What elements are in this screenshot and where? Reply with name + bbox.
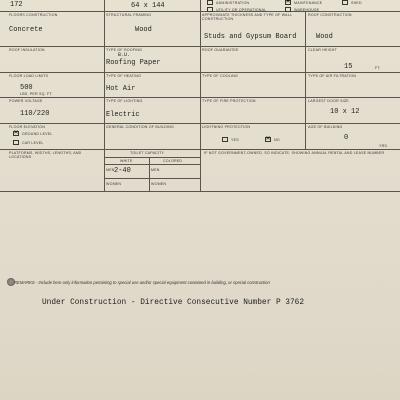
- lightning-yes-label: YES: [231, 138, 239, 142]
- type-of-roofing-label: TYPE OF ROOFING: [106, 48, 143, 52]
- platforms-label: PLATFORMS, WIDTHS, LENGTHS, AND LOCATIONS: [9, 151, 82, 159]
- toilet-table-divider: [149, 157, 150, 192]
- floors-construction-value: Concrete: [9, 26, 43, 34]
- floor-load-value: 500: [20, 84, 33, 92]
- power-voltage-label: POWER VOLTAGE: [9, 99, 43, 103]
- men-colored-label: MEN: [151, 168, 160, 172]
- structural-framing-value: Wood: [135, 26, 152, 34]
- toilet-capacity-label: TOILET CAPACITY: [130, 151, 165, 155]
- roof-insulation-label: ROOF INSULATION: [9, 48, 45, 52]
- women-colored-label: WOMEN: [151, 182, 167, 186]
- type-of-roofing-value-1: B.U.: [118, 52, 131, 58]
- floors-construction-label: FLOORS CONSTRUCTION: [9, 13, 58, 17]
- heating-value: Hot Air: [106, 85, 136, 93]
- use-maintenance-label: MAINTENANCE: [294, 1, 323, 5]
- fire-protection-label: TYPE OF FIRE PROTECTION: [202, 99, 256, 103]
- use-shed-checkbox[interactable]: [342, 0, 348, 5]
- ground-level-label: GROUND LEVEL: [22, 132, 53, 136]
- men-white-value: 2-40: [114, 167, 131, 175]
- govt-owned-label: IF NOT GOVERNMENT-OWNED, SO INDICATE, SHOWING ANNUAL RENTAL AND LEASE NUMBER: [204, 151, 385, 155]
- structural-framing-cell: [105, 12, 201, 47]
- floor-load-label: FLOOR LOAD LIMITS: [9, 74, 49, 78]
- power-voltage-value: 110/220: [20, 110, 50, 118]
- women-label: WOMEN: [106, 182, 122, 186]
- roof-guarantee-label: ROOF GUARANTEE: [202, 48, 239, 52]
- car-level-checkbox[interactable]: [13, 140, 19, 145]
- use-shed-label: SHED: [351, 1, 362, 5]
- door-size-value: 10 x 12: [330, 108, 360, 116]
- wall-construction-label: APPROXIMATE THICKNESS AND TYPE OF WALL CONSTRUCTION: [202, 13, 293, 21]
- lightning-protection-label: LIGHTNING PROTECTION: [202, 125, 251, 129]
- lightning-no-label: NO: [274, 138, 280, 142]
- lighting-value: Electric: [106, 111, 140, 119]
- use-administration-checkbox[interactable]: [207, 0, 213, 5]
- floor-elevation-label: FLOOR ELEVATION: [9, 125, 46, 129]
- clear-height-label: CLEAR HEIGHT: [308, 48, 337, 52]
- men-label: MEN: [106, 168, 115, 172]
- use-utility-label: UTILITY OR OPERATIONAL: [216, 8, 267, 12]
- type-of-roofing-value-2: Roofing Paper: [106, 59, 161, 67]
- age-value: 0: [344, 134, 349, 142]
- roof-construction-label: ROOF CONSTRUCTION: [308, 13, 352, 17]
- general-condition-label: GENERAL CONDITION OF BUILDING: [106, 125, 174, 129]
- govt-owned-cell: [201, 150, 400, 192]
- use-maintenance-checkbox[interactable]: [285, 0, 291, 5]
- lighting-label: TYPE OF LIGHTING: [106, 99, 143, 103]
- floor-load-unit: LBS. PER SQ. FT.: [20, 92, 53, 96]
- structural-framing-label: STRUCTURAL FRAMING: [106, 13, 152, 17]
- toilet-table-row-rule-2: [105, 178, 201, 179]
- age-label: AGE OF BUILDING: [308, 125, 343, 129]
- heating-label: TYPE OF HEATING: [106, 74, 142, 78]
- car-level-label: CAR LEVEL: [22, 141, 44, 145]
- roof-construction-value: Wood: [316, 33, 333, 41]
- white-label: WHITE: [120, 159, 133, 163]
- cooling-label: TYPE OF COOLING: [202, 74, 238, 78]
- dimensions-value: 64 x 144: [131, 2, 165, 10]
- use-warehouse-label: WAREHOUSE: [294, 8, 320, 12]
- under-construction-text: Under Construction - Directive Consecutive Number P 3762: [42, 299, 305, 307]
- use-administration-label: ADMINISTRATION: [216, 1, 250, 5]
- age-unit: YRS.: [379, 144, 389, 148]
- toilet-table-row-rule-1: [105, 164, 201, 165]
- door-size-label: LARGEST DOOR SIZE: [308, 99, 349, 103]
- lightning-no-checkbox[interactable]: [265, 137, 271, 142]
- clear-height-unit: FT.: [375, 66, 381, 70]
- wall-construction-value: Studs and Gypsum Board: [204, 33, 297, 41]
- roof-construction-cell: [306, 12, 400, 47]
- air-filtration-label: TYPE OF AIR FILTRATION: [308, 74, 356, 78]
- remarks-note: REMARKS - Include here only information pertaining to special use and/or special equipment contained in building, or special construction: [14, 280, 270, 285]
- lightning-yes-checkbox[interactable]: [222, 137, 228, 142]
- clear-height-value: 15: [344, 63, 353, 71]
- colored-label: COLORED: [163, 159, 183, 163]
- lot-value: 172: [10, 1, 23, 9]
- ground-level-checkbox[interactable]: [13, 131, 19, 136]
